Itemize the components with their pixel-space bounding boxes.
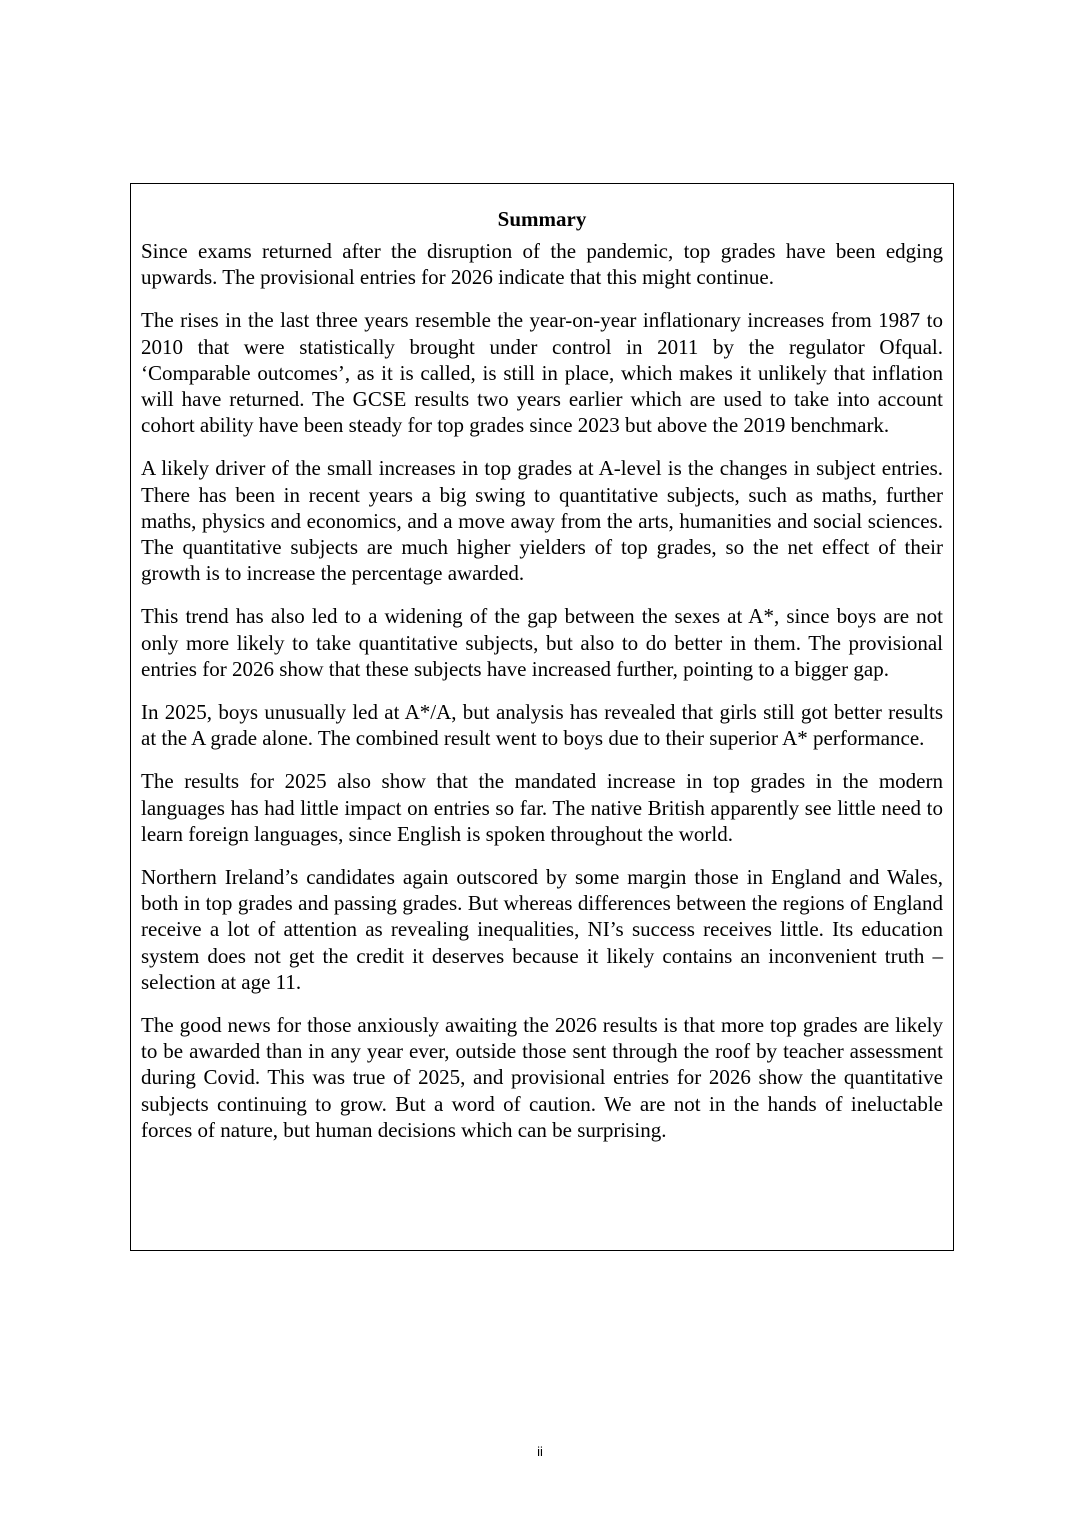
summary-box <box>130 183 954 1251</box>
summary-paragraph-6: The results for 2025 also show that the mandated increase in top grades in the modern languages has had little impact on entries so far. The native British apparently see little need to learn foreign languages, since English is spoken throughout the world. <box>141 769 943 846</box>
summary-paragraph-4: This trend has also led to a widening of the gap between the sexes at A*, since boys are not only more likely to take quantitative subjects, but also to do better in them. The provisional entries for 2026 show that these subjects have increased further, pointing to a bigger gap. <box>141 604 943 681</box>
summary-paragraph-8: The good news for those anxiously awaiting the 2026 results is that more top grades are likely to be awarded than in any year ever, outside those sent through the roof by teacher assessment during Covid. This was true of 2025, and provisional entries for 2026 show the quantitative subjects continuing to grow. But a word of caution. We are not in the hands of ineluctable forces of nature, but human decisions which can be surprising. <box>141 1013 943 1142</box>
summary-paragraph-7: Northern Ireland’s candidates again outscored by some margin those in England and Wales, both in top grades and passing grades. But whereas differences between the regions of England receive a lot of attention as revealing inequalities, NI’s success receives little. Its education system does not get the credit it deserves because it likely contains an inconvenient truth – selection at age 11. <box>141 865 943 994</box>
summary-paragraph-3: A likely driver of the small increases in top grades at A-level is the changes in subject entries. There has been in recent years a big swing to quantitative subjects, such as maths, further maths, physics and economics, and a move away from the arts, humanities and social sciences. The quantitative subjects are much higher yielders of top grades, so the net effect of their growth is to increase the percentage awarded. <box>141 456 943 586</box>
page-number: ii <box>537 1444 543 1459</box>
summary-paragraph-1: Since exams returned after the disruption of the pandemic, top grades have been edging upwards. The provisional entries for 2026 indicate that this might continue. <box>141 239 943 290</box>
summary-paragraph-5: In 2025, boys unusually led at A*/A, but analysis has revealed that girls still got better results at the A grade alone. The combined result went to boys due to their superior A* performance. <box>141 700 943 751</box>
summary-title: Summary <box>497 207 587 231</box>
summary-paragraph-2: The rises in the last three years resemble the year-on-year inflationary increases from 1987 to 2010 that were statistically brought under control in 2011 by the regulator Ofqual. ‘Comparable outcomes’, as it is called, is still in place, which makes it unlikely that inflation will have returned. The GCSE results two years earlier which are used to take into account cohort ability have been steady for top grades since 2023 but above the 2019 benchmark. <box>141 308 943 438</box>
